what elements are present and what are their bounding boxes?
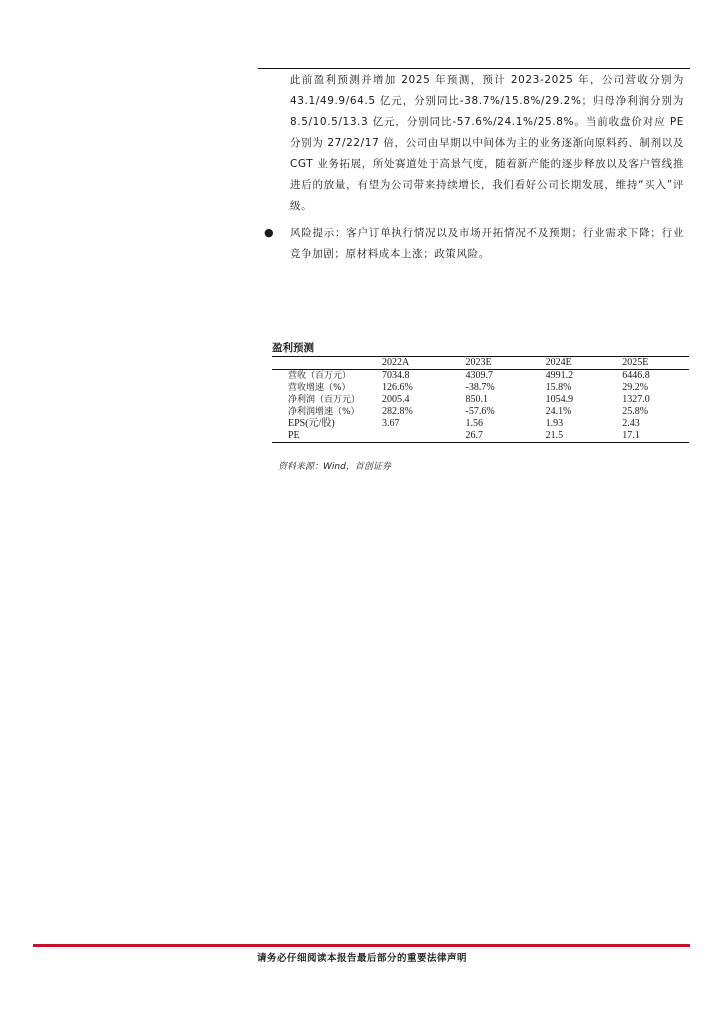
table-cell: 21.5 xyxy=(536,430,613,443)
table-title: 盈利预测 xyxy=(272,342,314,354)
table-cell: 126.6% xyxy=(382,382,413,393)
row-label: EPS(元/股) xyxy=(288,418,335,429)
table-row xyxy=(272,370,689,383)
table-cell: 15.8% xyxy=(545,382,572,393)
table-cell: 3.67 xyxy=(382,418,400,429)
table-cell: -38.7% xyxy=(465,382,495,393)
table-cell: -57.6% xyxy=(465,406,495,417)
table-row xyxy=(272,382,689,394)
row-label: 净利润（百万元） xyxy=(288,395,361,405)
table-cell: 1054.9 xyxy=(545,394,574,405)
table-cell: 282.8% xyxy=(382,406,413,417)
table-row xyxy=(272,418,689,430)
table-cell xyxy=(372,430,456,443)
table-cell: 7034.8 xyxy=(382,370,410,381)
header-cell: 2025E xyxy=(612,357,689,370)
header-cell xyxy=(272,357,372,370)
table-cell: 2005.4 xyxy=(382,394,410,405)
header-cell: 2023E xyxy=(456,357,536,370)
risk-paragraph: 风险提示：客户订单执行情况以及市场开拓情况不及预期；行业需求下降；行业竞争加剧；原材料成本上涨；政策风险。 xyxy=(290,227,684,260)
row-label: 营收（百万元） xyxy=(288,371,352,381)
table-cell: 1327.0 xyxy=(622,394,650,405)
table-cell: 29.2% xyxy=(622,382,649,393)
table-row xyxy=(272,394,689,406)
footer-rule xyxy=(33,944,690,947)
table-header-row xyxy=(272,357,689,370)
forecast-table xyxy=(272,356,689,443)
table-cell: 1.93 xyxy=(545,418,564,429)
row-label: 净利润增速（%） xyxy=(288,407,360,417)
top-rule xyxy=(258,68,690,69)
table-cell: 26.7 xyxy=(456,430,536,443)
table-cell: 1.56 xyxy=(465,418,484,429)
table-cell: 17.1 xyxy=(612,430,689,443)
header-cell: 2022A xyxy=(372,357,456,370)
table-source-note: 资料来源：Wind，首创证券 xyxy=(278,462,391,472)
row-label: 营收增速（%） xyxy=(288,383,351,393)
bullet-dot: ● xyxy=(264,226,274,239)
table-cell: 4309.7 xyxy=(465,370,494,381)
table-row xyxy=(272,406,689,418)
header-cell: 2024E xyxy=(536,357,613,370)
row-label: PE xyxy=(272,430,372,443)
table-cell: 6446.8 xyxy=(622,370,650,381)
footer-disclaimer: 请务必仔细阅读本报告最后部分的重要法律声明 xyxy=(256,953,467,964)
table-cell: 24.1% xyxy=(545,406,572,417)
table-cell: 4991.2 xyxy=(545,370,574,381)
forecast-paragraph: 此前盈利预测并增加 2025 年预测，预计 2023-2025 年，公司营收分别为 43.1/49.9/64.5 亿元，分别同比-38.7%/15.8%/29.2%；归母净利润分别为 8.5/10.5/13.3 亿元，分别同比-57.6%/24.1%/25.8%。当前收盘价对应 PE 分别为 27/22/17 倍，公司由早期以中间体为主的业务逐渐向原料药、制剂以及 CGT 业务拓展，所处赛道处于高景气度，随着新产能的逐步释放以及客户管线推进后的放量，有望为公司带来持续增长，我们看好公司长期发展，维持“买入”评级。 xyxy=(290,74,684,212)
table-row xyxy=(272,430,689,443)
table-cell: 25.8% xyxy=(622,406,649,417)
table-cell: 2.43 xyxy=(622,418,640,429)
table-cell: 850.1 xyxy=(465,394,489,405)
